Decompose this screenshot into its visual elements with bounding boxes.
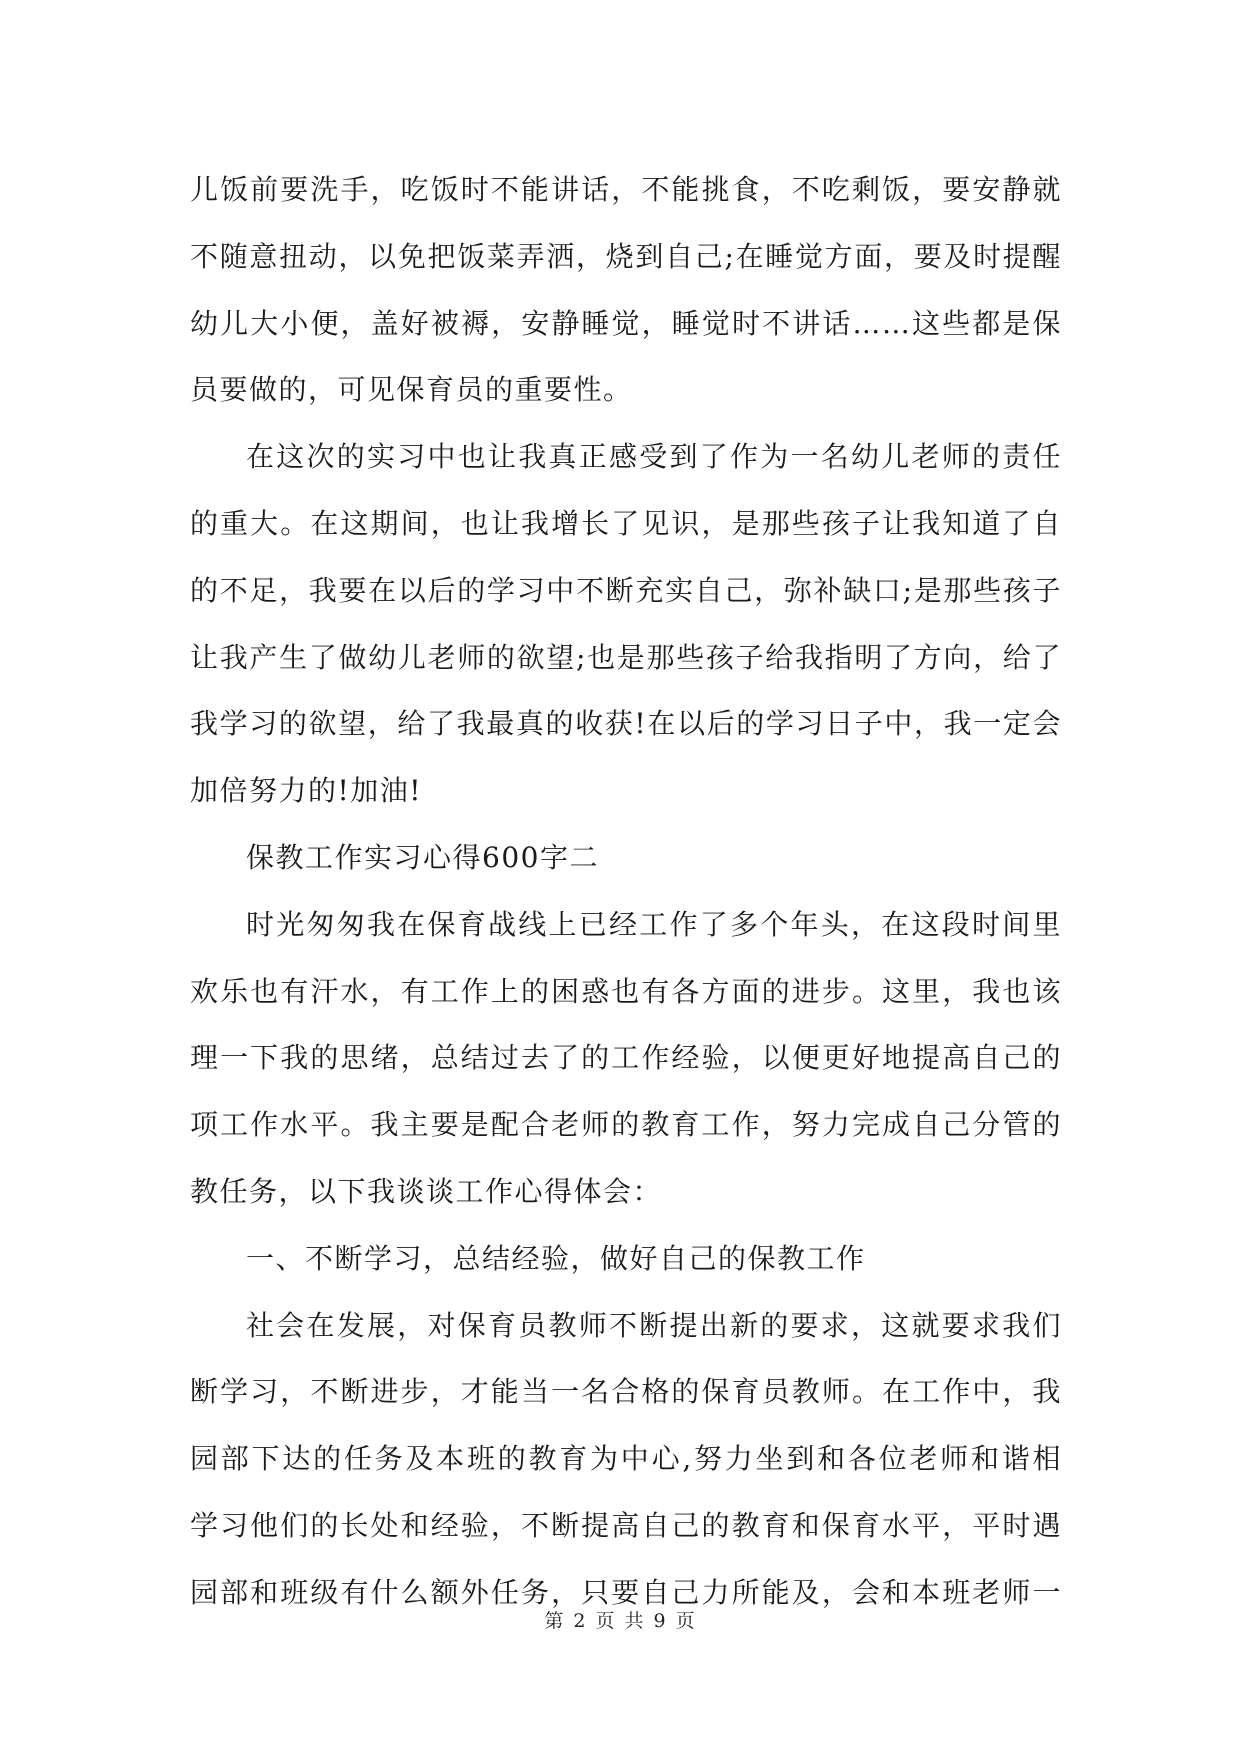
text-line: 一、不断学习，总结经验，做好自己的保教工作 — [246, 1241, 866, 1275]
text-line: 不随意扭动，以免把饭菜弄洒，烧到自己;在睡觉方面，要及时提醒 — [190, 239, 1062, 273]
text-line: 断学习，不断进步，才能当一名合格的保育员教师。在工作中，我 — [190, 1375, 1062, 1409]
text-line: 在这次的实习中也让我真正感受到了作为一名幼儿老师的责任 — [246, 440, 1062, 474]
text-line: 项工作水平。我主要是配合老师的教育工作，努力完成自己分管的 — [190, 1108, 1062, 1142]
text-line: 儿饭前要洗手，吃饭时不能讲话，不能挑食，不吃剩饭，要安静就 — [190, 173, 1062, 206]
text-line: 园部下达的任务及本班的教育为中心,努力坐到和各位老师和谐相 — [190, 1442, 1062, 1476]
text-line: 保教工作实习心得600字二 — [246, 840, 599, 874]
text-line: 的重大。在这期间，也让我增长了见识，是那些孩子让我知道了自 — [190, 506, 1062, 540]
text-line: 理一下我的思绪，总结过去了的工作经验，以便更好地提高自己的 — [190, 1041, 1062, 1075]
text-line: 我学习的欲望，给了我最真的收获!在以后的学习日子中，我一定会 — [190, 707, 1062, 741]
text-line: 员要做的，可见保育员的重要性。 — [190, 373, 633, 407]
text-line: 加倍努力的!加油! — [190, 774, 423, 808]
text-line: 教任务，以下我谈谈工作心得体会： — [190, 1174, 663, 1208]
text-line: 时光匆匆我在保育战线上已经工作了多个年头，在这段时间里 — [246, 907, 1062, 941]
text-line: 幼儿大小便，盖好被褥，安静睡觉，睡觉时不讲话……这些都是保 — [190, 306, 1062, 340]
text-line: 的不足，我要在以后的学习中不断充实自己，弥补缺口;是那些孩子 — [190, 573, 1062, 607]
text-line: 学习他们的长处和经验，不断提高自己的教育和保育水平，平时遇 — [190, 1508, 1062, 1542]
text-line: 社会在发展，对保育员教师不断提出新的要求，这就要求我们 — [246, 1308, 1062, 1342]
text-line: 园部和班级有什么额外任务，只要自己力所能及，会和本班老师一 — [190, 1575, 1062, 1609]
body-text — [190, 157, 1062, 1627]
text-line: 欢乐也有汗水，有工作上的困惑也有各方面的进步。这里，我也该 — [190, 974, 1062, 1008]
text-line: 让我产生了做幼儿老师的欲望;也是那些孩子给我指明了方向，给了 — [190, 640, 1062, 674]
page-footer: 第 2 页 共 9 页 — [544, 1610, 697, 1632]
